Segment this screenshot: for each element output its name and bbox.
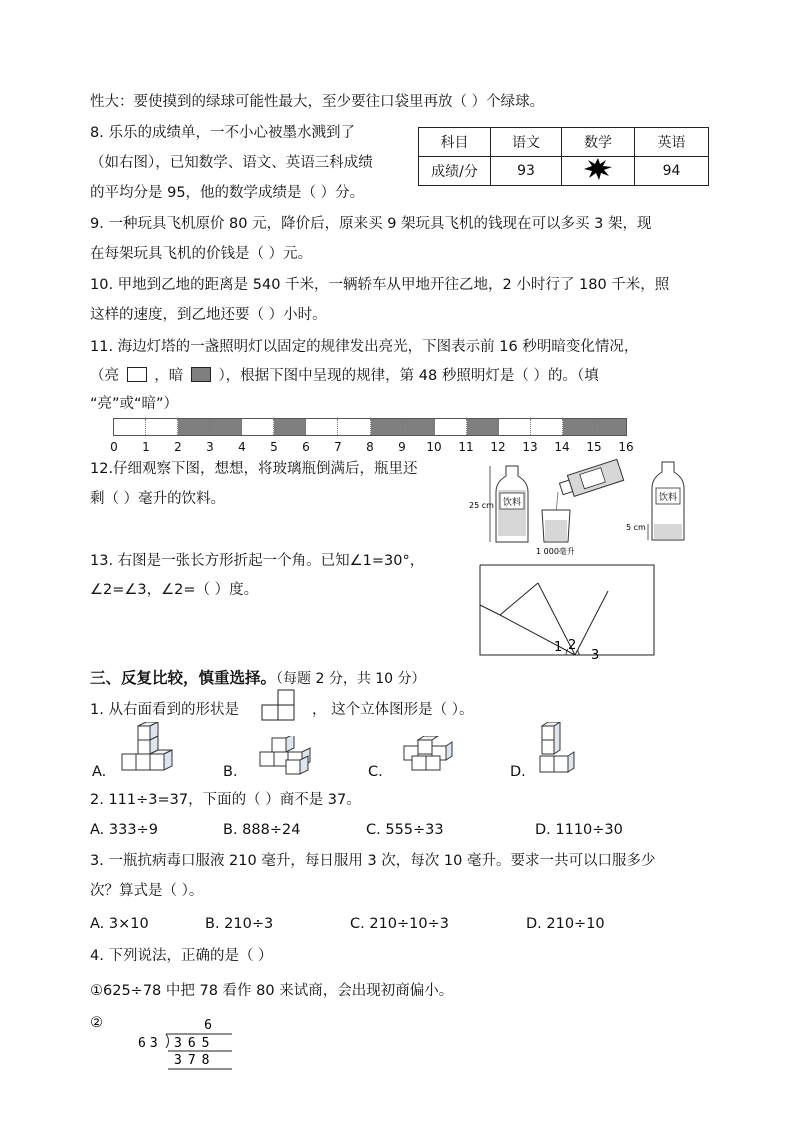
light-second-8 (338, 419, 370, 435)
q13-line-1: 13. 右图是一张长方形折起一个角。已知∠1=30°， (90, 553, 425, 569)
light-second-1 (114, 419, 146, 435)
q12-line-2: 剩（ ）毫升的饮料。 (90, 491, 226, 507)
light-second-12 (467, 419, 499, 435)
bright-prefix: （亮 (90, 368, 119, 384)
s3q4-item-2-mark: ② (90, 1015, 103, 1031)
q11-line-1: 11. 海边灯塔的一盏照明灯以固定的规律发出亮光，下图表示前 16 秒明暗变化情况， (90, 339, 639, 355)
division-divisor: 63 (138, 1036, 162, 1051)
tick-label: 0 (110, 440, 118, 454)
shape-option-b (256, 736, 320, 776)
bright-legend-box (127, 367, 147, 382)
section-3-heading (90, 668, 426, 689)
light-second-14 (531, 419, 563, 435)
tick-label: 2 (174, 440, 182, 454)
ink-splash-cell (562, 157, 635, 186)
dark-legend-box (191, 367, 211, 382)
crease-line (575, 591, 608, 655)
score-row-label: 成绩/分 (419, 157, 491, 186)
header-chinese: 语文 (491, 128, 562, 157)
header-subject: 科目 (419, 128, 491, 157)
tick-label: 13 (522, 440, 538, 454)
s3q1-option-c[interactable]: C. (368, 764, 383, 780)
grades-score-row (419, 157, 709, 186)
dark-prefix: ，暗 (154, 368, 184, 384)
q11-line-2 (90, 366, 599, 386)
grades-table (418, 127, 709, 186)
s3q3-option-c[interactable]: C. 210÷10÷3 (350, 916, 449, 932)
q8-line-3: 的平均分是 95，他的数学成绩是（ ）分。 (90, 185, 365, 201)
tick-label: 12 (490, 440, 506, 454)
remaining-bottle (652, 462, 684, 540)
s3q1-option-b[interactable]: B. (223, 764, 238, 780)
tick-label: 15 (586, 440, 602, 454)
tick-label: 14 (554, 440, 570, 454)
division-product: 378 (174, 1053, 216, 1068)
light-second-16 (595, 419, 626, 435)
light-second-13 (499, 419, 531, 435)
folded-rectangle-figure (478, 563, 658, 661)
folded-corner (480, 583, 538, 615)
q10-line-2: 这样的速度，到乙地还要（ ）小时。 (90, 307, 327, 323)
light-second-2 (146, 419, 178, 435)
s3q2-option-a[interactable]: A. 333÷9 (90, 822, 158, 838)
light-second-7 (306, 419, 338, 435)
s3q2-option-b[interactable]: B. 888÷24 (223, 822, 301, 838)
bottle-label-right: 饮料 (658, 493, 678, 503)
s3q2-option-d[interactable]: D. 1110÷30 (535, 822, 623, 838)
division-dividend: 365 (174, 1036, 216, 1051)
q7-tail: 性大：要使摸到的绿球可能性最大，至少要往口袋里再放（ ）个绿球。 (90, 94, 545, 110)
tick-label: 1 (142, 440, 150, 454)
full-bottle (496, 466, 528, 542)
shape-option-c (398, 736, 462, 774)
measuring-cup (542, 510, 570, 542)
shape-option-a (118, 722, 178, 774)
q13-line-2: ∠2=∠3，∠2=（ ）度。 (90, 582, 259, 598)
rest-label: 5 cm (626, 523, 646, 532)
q11-line-2-rest: ），根据下图中呈现的规律，第 48 秒照明灯是（ ）的。（填 (218, 368, 599, 384)
light-second-9 (371, 419, 403, 435)
grades-header-row (419, 128, 709, 157)
score-chinese: 93 (491, 157, 562, 186)
q8-line-1: 8. 乐乐的成绩单，一不小心被墨水溅到了 (90, 125, 355, 141)
tick-label: 4 (238, 440, 246, 454)
right-view-shape (261, 689, 297, 721)
q9-line-1: 9. 一种玩具飞机原价 80 元，降价后，原来买 9 架玩具飞机的钱现在可以多买 3 架，现 (90, 216, 652, 232)
s3q3-option-d[interactable]: D. 210÷10 (526, 916, 605, 932)
tick-label: 11 (458, 440, 474, 454)
s3q3-line-2: 次？算式是（ ）。 (90, 883, 204, 899)
q11-line-3: “亮”或“暗”） (90, 396, 179, 412)
s3q4-stem: 4. 下列说法，正确的是（ ） (90, 948, 273, 964)
q9-line-2: 在每架玩具飞机的价钱是（ ）元。 (90, 246, 313, 262)
section-3-note: （每题 2 分，共 10 分） (276, 671, 426, 687)
pouring-bottle (558, 459, 624, 499)
fold-edge (500, 615, 575, 655)
s3q2-option-c[interactable]: C. 555÷33 (366, 822, 444, 838)
light-second-3 (178, 419, 210, 435)
light-pattern-bar (113, 418, 627, 436)
s3q3-line-1: 3. 一瓶抗病毒口服液 210 毫升，每日服用 3 次，每次 10 毫升。要求一共可以口服多少 (90, 853, 656, 869)
tick-label: 8 (366, 440, 374, 454)
q8-line-2: （如右图），已知数学、语文、英语三科成绩 (90, 155, 373, 171)
header-math: 数学 (562, 128, 635, 157)
angle-3-label: 3 (591, 648, 600, 661)
tick-label: 16 (618, 440, 634, 454)
light-second-11 (435, 419, 467, 435)
angle-2-label: 2 (568, 638, 577, 653)
ink-splash-icon (583, 157, 613, 181)
s3q1-option-a[interactable]: A. (92, 764, 107, 780)
bottle-label-left: 饮料 (502, 498, 522, 508)
header-english: 英语 (635, 128, 709, 157)
s3q2-stem: 2. 111÷3=37，下面的（ ）商不是 37。 (90, 792, 361, 808)
division-quotient: 6 (204, 1018, 212, 1033)
s3q1-option-d[interactable]: D. (510, 764, 526, 780)
light-second-6 (274, 419, 306, 435)
light-second-4 (210, 419, 242, 435)
s3q3-option-a[interactable]: A. 3×10 (90, 916, 149, 932)
s3q1-prefix: 1. 从右面看到的形状是 (90, 702, 239, 718)
s3q3-option-b[interactable]: B. 210÷3 (205, 916, 274, 932)
angle-1-label: 1 (554, 640, 563, 655)
light-second-10 (403, 419, 435, 435)
q10-line-1: 10. 甲地到乙地的距离是 540 千米，一辆轿车从甲地开往乙地，2 小时行了 180 千米，照 (90, 277, 670, 293)
q12-line-1: 12.仔细观察下图，想想，将玻璃瓶倒满后，瓶里还 (90, 461, 418, 477)
bottle-figure (466, 458, 701, 558)
height-label: 25 cm (469, 501, 494, 510)
tick-label: 10 (426, 440, 442, 454)
tick-label: 5 (270, 440, 278, 454)
shape-option-d (536, 722, 580, 776)
section-3-title: 三、反复比较，慎重选择。 (90, 669, 277, 687)
tick-label: 9 (398, 440, 406, 454)
light-second-15 (563, 419, 595, 435)
score-english: 94 (635, 157, 709, 186)
long-division (126, 1014, 236, 1072)
tick-label: 6 (302, 440, 310, 454)
tick-label: 3 (206, 440, 214, 454)
cup-label: 1 000毫升 (536, 547, 575, 556)
s3q1-suffix: ， 这个立体图形是（ ）。 (312, 702, 474, 718)
s3q4-item-1: ①625÷78 中把 78 看作 80 来试商，会出现初商偏小。 (90, 983, 454, 999)
tick-label: 7 (334, 440, 342, 454)
light-second-5 (242, 419, 274, 435)
